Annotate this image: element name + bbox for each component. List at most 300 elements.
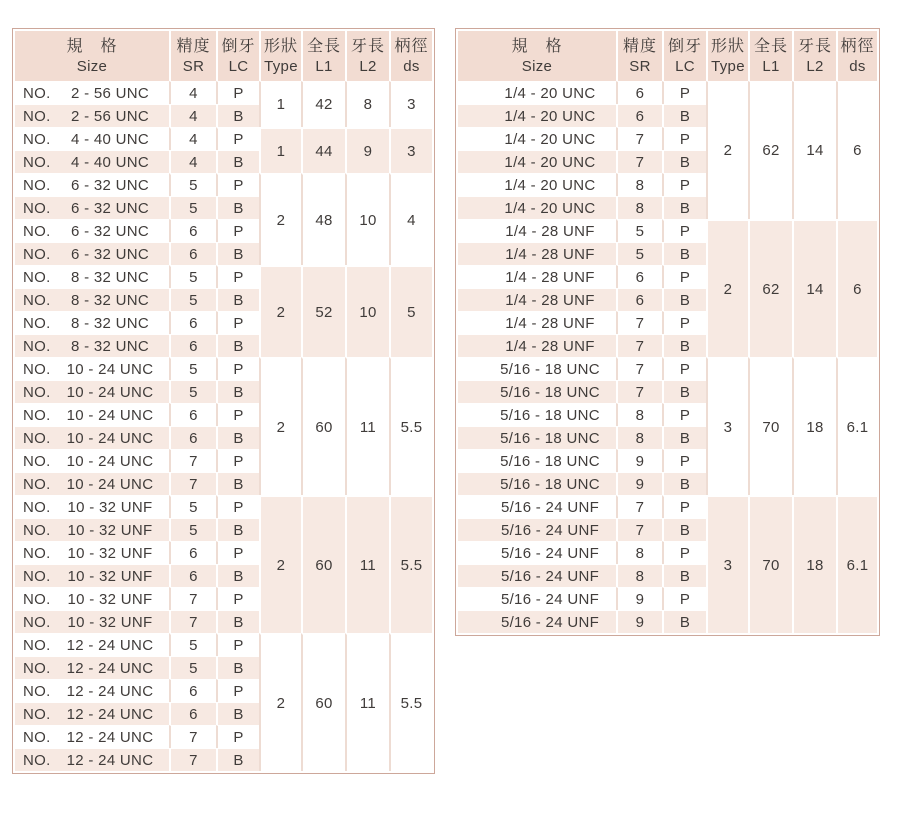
size-value: 1/4 - 28 UNF	[505, 337, 595, 355]
lc-cell: B	[216, 702, 259, 725]
col-header-ds-en: ds	[403, 57, 420, 75]
row-prefix: NO.	[23, 177, 51, 194]
sr-cell: 6	[169, 564, 216, 587]
right-spec-table	[458, 31, 877, 633]
lc-cell: P	[216, 265, 259, 288]
sr-cell: 9	[616, 610, 662, 633]
col-header-lc	[662, 31, 706, 81]
l1-cell: 60	[301, 633, 345, 771]
sr-cell: 7	[616, 334, 662, 357]
size-cell	[15, 679, 169, 702]
size-value: 12 - 24 UNC	[66, 705, 154, 723]
l1-cell: 48	[301, 173, 345, 265]
col-header-sr-en: SR	[182, 57, 205, 75]
sr-cell: 6	[169, 679, 216, 702]
sr-cell: 4	[169, 104, 216, 127]
lc-cell: P	[216, 311, 259, 334]
col-header-sr	[616, 31, 662, 81]
col-header-size-zh: 規 格	[511, 38, 563, 56]
sr-cell: 6	[169, 219, 216, 242]
size-value: 1/4 - 28 UNF	[505, 291, 595, 309]
lc-cell: B	[216, 196, 259, 219]
lc-cell: B	[216, 242, 259, 265]
left-spec-table	[15, 31, 432, 771]
size-value: 5/16 - 24 UNF	[500, 613, 600, 631]
type-cell: 2	[259, 495, 301, 633]
size-cell	[15, 104, 169, 127]
col-header-lc-en: LC	[228, 57, 249, 75]
lc-cell: B	[216, 150, 259, 173]
size-value: 6 - 32 UNC	[70, 199, 150, 217]
size-value: 1/4 - 20 UNC	[504, 130, 596, 148]
size-value: 12 - 24 UNC	[66, 659, 154, 677]
col-header-l1-zh: 全長	[753, 38, 788, 56]
sr-cell: 6	[169, 403, 216, 426]
lc-cell: B	[662, 242, 706, 265]
col-header-type-zh: 形狀	[710, 38, 745, 56]
sr-cell: 6	[616, 288, 662, 311]
type-cell: 2	[259, 173, 301, 265]
size-cell	[458, 311, 616, 334]
type-cell: 2	[259, 633, 301, 771]
lc-cell: P	[216, 403, 259, 426]
size-value: 5/16 - 24 UNF	[500, 567, 600, 585]
size-value: 8 - 32 UNC	[70, 269, 150, 286]
col-header-size	[458, 31, 616, 81]
col-header-lc-en: LC	[675, 57, 695, 75]
size-value: 6 - 32 UNC	[70, 177, 150, 194]
lc-cell: B	[216, 104, 259, 127]
col-header-sr-zh: 精度	[176, 38, 211, 56]
size-value: 4 - 40 UNC	[70, 131, 150, 148]
size-cell	[458, 150, 616, 173]
col-header-ds	[389, 31, 432, 81]
size-value: 8 - 32 UNC	[70, 337, 150, 355]
row-prefix: NO.	[23, 544, 51, 562]
sr-cell: 6	[169, 311, 216, 334]
col-header-l2-zh: 牙長	[350, 38, 385, 56]
sr-cell: 4	[169, 81, 216, 104]
col-header-type-zh: 形狀	[263, 38, 298, 56]
right-table-body	[458, 81, 877, 633]
sr-cell: 5	[169, 656, 216, 679]
col-header-l1-zh: 全長	[306, 38, 341, 56]
table-row	[458, 81, 877, 104]
size-cell	[15, 541, 169, 564]
lc-cell: P	[662, 311, 706, 334]
col-header-lc	[216, 31, 259, 81]
table-row	[15, 495, 432, 518]
row-prefix: NO.	[23, 475, 51, 493]
type-cell: 1	[259, 127, 301, 173]
table-row	[458, 495, 877, 518]
col-header-ds-zh: 柄徑	[840, 38, 875, 56]
l2-cell: 18	[792, 495, 836, 633]
sr-cell: 8	[616, 564, 662, 587]
lc-cell: P	[662, 495, 706, 518]
lc-cell: B	[662, 150, 706, 173]
col-header-size-zh: 規 格	[66, 38, 118, 56]
lc-cell: P	[216, 449, 259, 472]
size-cell	[458, 173, 616, 196]
lc-cell: P	[662, 81, 706, 104]
sr-cell: 8	[616, 541, 662, 564]
size-cell	[458, 610, 616, 633]
size-cell	[15, 725, 169, 748]
size-cell	[458, 518, 616, 541]
left-table-wrapper	[12, 28, 435, 774]
left-table-header	[15, 31, 432, 81]
size-value: 10 - 24 UNC	[66, 429, 154, 447]
type-cell: 3	[706, 495, 748, 633]
lc-cell: B	[216, 334, 259, 357]
row-prefix: NO.	[23, 590, 51, 608]
lc-cell: P	[662, 449, 706, 472]
col-header-size-en: Size	[76, 57, 108, 75]
lc-cell: B	[662, 610, 706, 633]
sr-cell: 5	[616, 242, 662, 265]
row-prefix: NO.	[23, 499, 51, 516]
size-value: 1/4 - 20 UNC	[504, 176, 596, 194]
table-row	[15, 633, 432, 656]
sr-cell: 7	[616, 380, 662, 403]
sr-cell: 5	[616, 219, 662, 242]
l2-cell: 14	[792, 219, 836, 357]
sr-cell: 5	[169, 495, 216, 518]
size-cell	[15, 472, 169, 495]
row-prefix: NO.	[23, 361, 51, 378]
table-row	[15, 173, 432, 196]
col-header-l2	[792, 31, 836, 81]
l2-cell: 14	[792, 81, 836, 219]
col-header-type-en: Type	[711, 57, 745, 75]
size-cell	[15, 219, 169, 242]
size-value: 10 - 32 UNF	[67, 499, 153, 516]
lc-cell: B	[662, 380, 706, 403]
ds-cell: 5.5	[389, 495, 432, 633]
size-cell	[15, 311, 169, 334]
row-prefix: NO.	[23, 659, 51, 677]
size-cell	[15, 587, 169, 610]
size-cell	[458, 472, 616, 495]
sr-cell: 7	[169, 587, 216, 610]
size-cell	[15, 426, 169, 449]
l1-cell: 60	[301, 357, 345, 495]
size-value: 1/4 - 28 UNF	[505, 245, 595, 263]
ds-cell: 4	[389, 173, 432, 265]
right-table-wrapper	[455, 28, 880, 636]
sr-cell: 6	[616, 265, 662, 288]
l1-cell: 62	[748, 219, 792, 357]
lc-cell: B	[216, 656, 259, 679]
col-header-lc-zh: 倒牙	[221, 38, 256, 56]
lc-cell: P	[216, 679, 259, 702]
lc-cell: P	[662, 219, 706, 242]
table-row	[15, 81, 432, 104]
row-prefix: NO.	[23, 153, 51, 171]
l2-cell: 9	[345, 127, 389, 173]
sr-cell: 5	[169, 196, 216, 219]
row-prefix: NO.	[23, 291, 51, 309]
row-prefix: NO.	[23, 269, 51, 286]
lc-cell: P	[662, 265, 706, 288]
size-cell	[15, 564, 169, 587]
size-value: 1/4 - 20 UNC	[504, 107, 596, 125]
l2-cell: 11	[345, 357, 389, 495]
lc-cell: B	[662, 288, 706, 311]
lc-cell: B	[662, 472, 706, 495]
col-header-ds-zh: 柄徑	[394, 38, 429, 56]
size-value: 2 - 56 UNC	[70, 107, 150, 125]
col-header-type	[706, 31, 748, 81]
size-value: 1/4 - 28 UNF	[505, 268, 595, 286]
lc-cell: P	[216, 587, 259, 610]
size-cell	[458, 495, 616, 518]
sr-cell: 7	[169, 449, 216, 472]
size-cell	[15, 334, 169, 357]
size-value: 5/16 - 24 UNF	[500, 521, 600, 539]
l2-cell: 10	[345, 265, 389, 357]
size-value: 10 - 32 UNF	[67, 544, 153, 562]
row-prefix: NO.	[23, 245, 51, 263]
size-cell	[458, 334, 616, 357]
sr-cell: 7	[616, 357, 662, 380]
l1-cell: 52	[301, 265, 345, 357]
l2-cell: 11	[345, 633, 389, 771]
sr-cell: 6	[169, 702, 216, 725]
ds-cell: 6	[836, 81, 877, 219]
sr-cell: 7	[616, 495, 662, 518]
size-cell	[458, 426, 616, 449]
l2-cell: 11	[345, 495, 389, 633]
row-prefix: NO.	[23, 452, 51, 470]
lc-cell: B	[216, 564, 259, 587]
size-cell	[458, 196, 616, 219]
size-cell	[15, 656, 169, 679]
table-row	[15, 127, 432, 150]
sr-cell: 6	[169, 541, 216, 564]
size-cell	[458, 564, 616, 587]
row-prefix: NO.	[23, 521, 51, 539]
lc-cell: P	[662, 173, 706, 196]
sr-cell: 6	[169, 242, 216, 265]
col-header-size-en: Size	[521, 57, 553, 75]
col-header-size	[15, 31, 169, 81]
size-cell	[15, 518, 169, 541]
size-cell	[458, 288, 616, 311]
table-row	[15, 265, 432, 288]
sr-cell: 7	[616, 518, 662, 541]
lc-cell: B	[216, 380, 259, 403]
col-header-l1	[301, 31, 345, 81]
size-cell	[458, 104, 616, 127]
sr-cell: 7	[616, 311, 662, 334]
type-cell: 1	[259, 81, 301, 127]
col-header-lc-zh: 倒牙	[667, 38, 702, 56]
size-value: 5/16 - 18 UNC	[500, 406, 600, 424]
sr-cell: 6	[169, 426, 216, 449]
type-cell: 3	[706, 357, 748, 495]
l1-cell: 70	[748, 495, 792, 633]
col-header-ds-en: ds	[849, 57, 866, 75]
size-cell	[15, 702, 169, 725]
sr-cell: 7	[616, 150, 662, 173]
size-value: 10 - 24 UNC	[66, 406, 154, 424]
l1-cell: 60	[301, 495, 345, 633]
row-prefix: NO.	[23, 84, 51, 102]
lc-cell: P	[216, 219, 259, 242]
size-cell	[458, 242, 616, 265]
size-value: 12 - 24 UNC	[66, 728, 154, 746]
col-header-l2-zh: 牙長	[797, 38, 832, 56]
row-prefix: NO.	[23, 199, 51, 217]
l2-cell: 18	[792, 357, 836, 495]
sr-cell: 7	[169, 472, 216, 495]
size-value: 4 - 40 UNC	[70, 153, 150, 171]
size-cell	[15, 633, 169, 656]
row-prefix: NO.	[23, 613, 51, 631]
lc-cell: P	[216, 541, 259, 564]
size-value: 6 - 32 UNC	[70, 245, 150, 263]
row-prefix: NO.	[23, 383, 51, 401]
l1-cell: 70	[748, 357, 792, 495]
row-prefix: NO.	[23, 728, 51, 746]
row-prefix: NO.	[23, 637, 51, 654]
lc-cell: P	[216, 81, 259, 104]
lc-cell: B	[662, 564, 706, 587]
sr-cell: 7	[169, 610, 216, 633]
size-value: 1/4 - 28 UNF	[505, 223, 595, 240]
sr-cell: 9	[616, 587, 662, 610]
lc-cell: P	[216, 173, 259, 196]
size-value: 10 - 24 UNC	[66, 452, 154, 470]
size-value: 5/16 - 24 UNF	[500, 544, 600, 562]
lc-cell: P	[662, 357, 706, 380]
size-value: 5/16 - 18 UNC	[500, 361, 600, 378]
ds-cell: 6	[836, 219, 877, 357]
lc-cell: B	[662, 518, 706, 541]
size-cell	[15, 610, 169, 633]
size-cell	[15, 380, 169, 403]
sr-cell: 5	[169, 518, 216, 541]
size-value: 1/4 - 20 UNC	[504, 84, 596, 102]
col-header-l2-en: L2	[806, 57, 824, 75]
size-value: 1/4 - 28 UNF	[505, 314, 595, 332]
sr-cell: 5	[169, 288, 216, 311]
lc-cell: P	[216, 357, 259, 380]
lc-cell: B	[216, 518, 259, 541]
col-header-l2-en: L2	[359, 57, 377, 75]
lc-cell: P	[662, 541, 706, 564]
ds-cell: 5.5	[389, 633, 432, 771]
table-row	[458, 357, 877, 380]
size-cell	[458, 541, 616, 564]
size-value: 12 - 24 UNC	[66, 751, 154, 769]
lc-cell: B	[216, 426, 259, 449]
col-header-sr-en: SR	[629, 57, 651, 75]
col-header-ds	[836, 31, 877, 81]
sr-cell: 7	[616, 127, 662, 150]
size-value: 10 - 32 UNF	[67, 521, 153, 539]
type-cell: 2	[706, 81, 748, 219]
sr-cell: 9	[616, 449, 662, 472]
left-table-body	[15, 81, 432, 771]
lc-cell: P	[216, 127, 259, 150]
size-value: 5/16 - 18 UNC	[500, 475, 600, 493]
ds-cell: 3	[389, 81, 432, 127]
size-value: 10 - 24 UNC	[66, 475, 154, 493]
type-cell: 2	[259, 357, 301, 495]
size-value: 5/16 - 18 UNC	[500, 383, 600, 401]
size-cell	[15, 127, 169, 150]
size-cell	[458, 265, 616, 288]
l2-cell: 10	[345, 173, 389, 265]
size-value: 5/16 - 24 UNF	[500, 499, 600, 516]
size-value: 10 - 24 UNC	[66, 383, 154, 401]
table-row	[458, 219, 877, 242]
l1-cell: 62	[748, 81, 792, 219]
l2-cell: 8	[345, 81, 389, 127]
sr-cell: 7	[169, 748, 216, 771]
lc-cell: P	[216, 633, 259, 656]
row-prefix: NO.	[23, 131, 51, 148]
size-cell	[15, 495, 169, 518]
size-value: 12 - 24 UNC	[66, 637, 154, 654]
size-cell	[15, 748, 169, 771]
row-prefix: NO.	[23, 705, 51, 723]
size-value: 10 - 32 UNF	[67, 590, 153, 608]
lc-cell: P	[662, 127, 706, 150]
col-header-l1	[748, 31, 792, 81]
right-table-header	[458, 31, 877, 81]
ds-cell: 6.1	[836, 495, 877, 633]
size-value: 2 - 56 UNC	[70, 84, 150, 102]
col-header-sr	[169, 31, 216, 81]
ds-cell: 5	[389, 265, 432, 357]
size-cell	[15, 196, 169, 219]
sr-cell: 8	[616, 403, 662, 426]
size-cell	[458, 449, 616, 472]
size-cell	[15, 81, 169, 104]
lc-cell: P	[662, 587, 706, 610]
row-prefix: NO.	[23, 682, 51, 700]
sr-cell: 5	[169, 173, 216, 196]
sr-cell: 8	[616, 426, 662, 449]
sr-cell: 8	[616, 196, 662, 219]
lc-cell: B	[662, 334, 706, 357]
sr-cell: 6	[616, 104, 662, 127]
lc-cell: P	[662, 403, 706, 426]
size-cell	[458, 219, 616, 242]
size-cell	[458, 380, 616, 403]
size-cell	[15, 449, 169, 472]
row-prefix: NO.	[23, 406, 51, 424]
size-value: 5/16 - 24 UNF	[500, 590, 600, 608]
sr-cell: 4	[169, 127, 216, 150]
lc-cell: B	[662, 196, 706, 219]
row-prefix: NO.	[23, 314, 51, 332]
size-cell	[15, 403, 169, 426]
sr-cell: 5	[169, 380, 216, 403]
sr-cell: 6	[169, 334, 216, 357]
size-value: 10 - 32 UNF	[67, 613, 153, 631]
sr-cell: 5	[169, 265, 216, 288]
size-value: 1/4 - 20 UNC	[504, 153, 596, 171]
size-cell	[458, 127, 616, 150]
size-value: 1/4 - 20 UNC	[504, 199, 596, 217]
sr-cell: 7	[169, 725, 216, 748]
lc-cell: B	[216, 610, 259, 633]
